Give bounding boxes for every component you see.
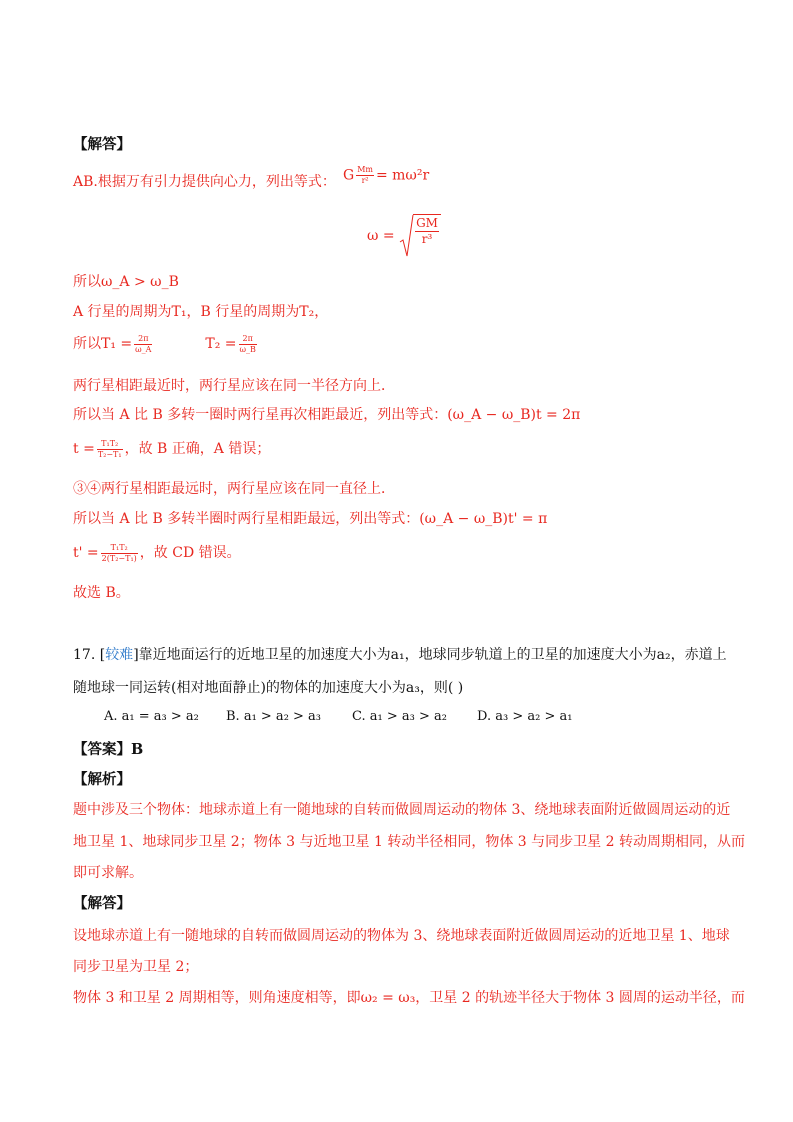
- tp-lhs: t' =: [73, 545, 99, 561]
- tp-fraction: [101, 544, 138, 563]
- t2-fraction: [239, 335, 257, 354]
- tp-den: 2(T₂−T₁): [101, 553, 137, 563]
- solution-17-line-3: 物体 3 和卫星 2 周期相等，则角速度相等，即ω₂ = ω₃，卫星 2 的轨迹半径大于物体 3 圆周的运动半径，而: [73, 990, 745, 1006]
- t-tail: ，故 B 正确，A 错误；: [124, 441, 271, 457]
- periods-formula: [73, 333, 259, 354]
- question-17-stem-line1: [73, 644, 727, 664]
- t2-den: ω_B: [239, 344, 256, 354]
- eq2-den: r³: [421, 232, 433, 247]
- option-d: D. a₃ > a₂ > a₁: [477, 709, 573, 724]
- tp-tail: ，故 CD 错误。: [139, 545, 241, 561]
- t-lhs: t =: [73, 441, 95, 457]
- t-num: T₁T₂: [97, 440, 123, 450]
- option-a: A. a₁ = a₃ > a₂: [104, 709, 199, 724]
- question-number: 17. [: [73, 647, 106, 663]
- tprime-formula: [73, 542, 241, 563]
- eq1-rhs: = mω²r: [375, 167, 430, 184]
- question-17-stem-line2: 随地球一同运转(相对地面静止)的物体的加速度大小为a₃，则( ): [73, 680, 464, 696]
- analysis-line-2: 地卫星 1、地球同步卫星 2；物体 3 与近地卫星 1 转动半径相同，物体 3 与同步卫星 2 转动周期相同，从而: [73, 834, 745, 850]
- farthest-line: ③④两行星相距最远时，两行星应该在同一直径上．: [73, 481, 395, 497]
- stem-part-a: ]靠近地面运行的近地卫星的加速度大小为a₁，地球同步轨道上的卫星的加速度大小为a₂，赤道上: [133, 647, 727, 663]
- analysis-heading: 【解析】: [73, 771, 131, 788]
- eq1-den: r²: [361, 176, 369, 185]
- analysis-line-1: 题中涉及三个物体：地球赤道上有一随地球的自转而做圆周运动的物体 3、绕地球表面附近做圆周运动的近: [73, 802, 731, 818]
- eq1-fraction: [356, 166, 374, 185]
- eq2-lhs: ω =: [367, 228, 395, 244]
- omega-compare: [73, 271, 179, 291]
- solution-17-line-1: 设地球赤道上有一随地球的自转而做圆周运动的物体为 3、绕地球表面附近做圆周运动的近地卫星 1、地球: [73, 928, 730, 944]
- gravity-equation: [343, 166, 429, 185]
- omega-equation: [367, 214, 441, 258]
- t1-den: ω_A: [135, 344, 152, 354]
- sqrt-symbol: [399, 214, 441, 258]
- t-formula: [73, 438, 270, 459]
- tp-num: T₁T₂: [101, 544, 138, 554]
- t-den: T₂−T₁: [97, 449, 122, 459]
- answer-text: 【答案】B: [73, 741, 144, 758]
- eq1-num: Mm: [357, 165, 373, 174]
- radical-sign-icon: [399, 214, 415, 258]
- nearest-equation-line: 所以当 A 比 B 多转一圈时两行星再次相距最近，列出等式：(ω_A − ω_B)t = 2π: [73, 407, 581, 423]
- solution-17-line-2: 同步卫星为卫星 2；: [73, 959, 199, 975]
- t2-lhs: T₂ =: [205, 336, 237, 352]
- solution-17-heading: 【解答】: [73, 895, 131, 912]
- solution-heading: 【解答】: [73, 136, 131, 153]
- t1-fraction: [134, 335, 152, 354]
- difficulty-tag: 较难: [105, 647, 134, 663]
- t-fraction: [97, 440, 123, 459]
- ab-text: AB.根据万有引力提供向心力，列出等式：: [73, 174, 336, 190]
- nearest-line: 两行星相距最近时，两行星应该在同一半径方向上．: [73, 378, 395, 394]
- choose-line: 故选 B。: [73, 585, 130, 601]
- omega-relation: ω_A > ω_B: [101, 274, 179, 290]
- eq1-g: G: [343, 167, 355, 184]
- so-t-prefix: 所以: [73, 336, 101, 352]
- option-b: B. a₁ > a₂ > a₃: [226, 709, 322, 724]
- t2-num: 2π: [239, 335, 257, 345]
- ab-statement: [73, 171, 336, 191]
- analysis-line-3: 即可求解。: [73, 865, 143, 881]
- t1-num: 2π: [134, 335, 152, 345]
- periods-line: A 行星的周期为T₁，B 行星的周期为T₂，: [73, 304, 329, 320]
- farthest-equation-line: 所以当 A 比 B 多转半圈时两行星相距最远，列出等式：(ω_A − ω_B)t' = π: [73, 511, 548, 527]
- t1-lhs: T₁ =: [101, 336, 133, 352]
- option-c: C. a₁ > a₃ > a₂: [352, 709, 447, 724]
- so-prefix: 所以: [73, 274, 101, 290]
- eq2-num: GM: [415, 217, 439, 232]
- answer-line: [73, 738, 143, 759]
